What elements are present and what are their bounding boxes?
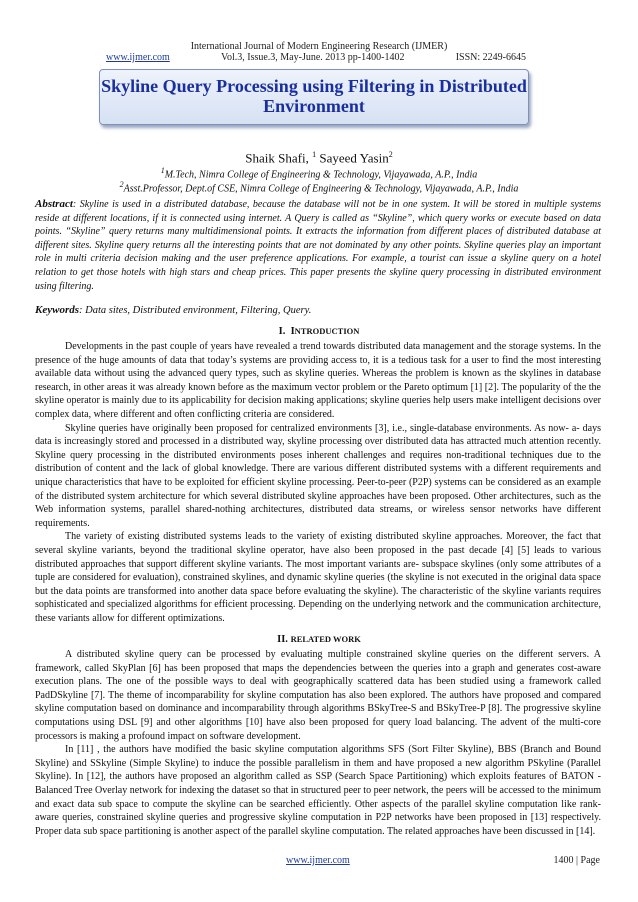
author-names xyxy=(0,150,638,166)
section-2-paragraph: In [11] , the authors have modified the basic skyline computation algorithms SFS (Sort Filter Skyline), BBS (Branch and Bound Skyline) and SSkyline (Simple Skyline) to induce the possible parallelism in them and have proposed a new algorithm PSkyline (Parallel Skyline). In [12], the authors have proposed an algorithm called as SSP (Search Space Partitioning) which exploits features of BATON -Balanced Tree Overlay network for indexing the dataset so that in structured peer to peer network, the peers will be accessed to the minimum and exact data sub space to compute the skyline can be searched efficiently. Other aspects of the parallel skyline computation like rank-aware queries, constrained skyline queries and progressive skyline computation in P2P networks have been proposed in [13] respectively. Proper data sub space partitioning is another aspect of the parallel skyline computation. The related approaches have been discussed in [14]. xyxy=(35,744,601,837)
abstract-text: : Skyline is used in a distributed database, because the database will not be in one system. It will be stored in multiple systems reside at different locations, if it is connected using internet. A Query is called as “Skyline”, which query works or execute based on data points. “Skyline” query returns many multidimensional points. It extracts the information from different places of distributed database at different sites. Skyline query returns all the interesting points that are not dominated by any other points. Skyline queries play an important role in multi criteria decision making and the user preference applications. For example, a tourist can issue a skyline query on a hotel relation to get those hotels with high stars and cheap prices. This paper presents the skyline query processing in distributed environment using filtering. xyxy=(35,199,601,292)
author-2-sup: 2 xyxy=(388,150,393,159)
aff2-sup: 2 xyxy=(119,180,124,189)
footer-website-link[interactable]: www.ijmer.com xyxy=(286,855,350,866)
aff1-text: M.Tech, Nimra College of Engineering & Technology, Vijayawada, A.P., India xyxy=(164,169,478,181)
abstract xyxy=(35,198,601,293)
author-2: Sayeed Yasin xyxy=(316,150,389,166)
section-2-number: II. xyxy=(277,634,288,645)
section-1-number: I. xyxy=(278,326,286,337)
section-2-title: RELATED WORK xyxy=(290,634,361,644)
page-number: 1400 | Page xyxy=(553,855,600,866)
section-1-paragraph: Developments in the past couple of years have revealed a trend towards distributed data management and the storage systems. In the presence of the huge amounts of data that today’s systems are providing access to, it is a tedious task for a user to find the most interesting available data without using the advanced query types, such as skyline queries. Whereas the problem is known as the skylines in database research, in other areas it was already known before as the maximum vector problem or the Pareto optimum [1] [2]. The popularity of the the skyline operator is mainly due to its applicability for decision making applications; skyline queries help users make intelligent decisions over complex data, where different and often conflicting criteria are considered. xyxy=(35,341,601,420)
keywords-label: Keywords xyxy=(35,304,79,316)
paper-title-line2: Environment xyxy=(263,96,365,116)
author-1: Shaik Shafi, xyxy=(245,150,313,166)
journal-meta xyxy=(106,52,526,63)
keywords-text: : Data sites, Distributed environment, Filtering, Query. xyxy=(79,305,312,316)
abstract-label: Abstract xyxy=(35,198,73,210)
journal-website-link[interactable]: www.ijmer.com xyxy=(106,52,170,63)
section-1-title-rest: NTRODUCTION xyxy=(294,326,360,336)
keywords xyxy=(35,304,601,316)
section-2-paragraph: A distributed skyline query can be processed by evaluating multiple constrained skyline queries on the different servers. A framework, called SkyPlan [6] has been proposed that maps the dependencies between the queries into a graph and generates cost-aware execution plans. The one of the possible ways to deal with geographically scattered data has been studied using a framework called PadDSkyline [7]. The theme of incomparability for skyline computation has also been explored. The authors have proposed and compared skyline computation based on dominance and incomparability through algorithms BSkyTree-S and BSkyTree-P [8]. The progressive skyline computations using DSL [9] and other algorithms [10] have also been proposed for query load balancing. The advent of the multi-core processors is making a profound impact on software development. xyxy=(35,649,601,742)
section-1-heading xyxy=(0,326,638,337)
section-2-heading xyxy=(0,634,638,645)
affiliation-2 xyxy=(0,180,638,194)
journal-name: International Journal of Modern Engineering Research (IJMER) xyxy=(190,41,448,52)
title-banner xyxy=(99,69,529,125)
section-2-body xyxy=(35,648,601,838)
issn-info: ISSN: 2249-6645 xyxy=(455,52,526,63)
section-1-paragraph: Skyline queries have originally been proposed for centralized environments [3], i.e., single-database environments. As now- a- days data is increasingly stored and processed in a distributed way, skyline processing over distributed data has attracted much attention recently. Skyline query processing in the distributed environments poses inherent challenges and requires non-traditional techniques due to the distribution of content and the lack of global knowledge. There are various different distributed systems with a different requirements and unique characteristics that have to be exploited for efficient skyline processing. Peer-to-peer (P2P) systems can be considered as an example of the distributed system architecture for which several distributed skyline approaches have been proposed. Other architectures, such as the Web information systems, parallel shared-nothing architectures, distributed data streams, or wireless sensor networks have different requirements. xyxy=(35,422,601,529)
section-1-paragraph: The variety of existing distributed systems leads to the variety of existing distributed skyline approaches. Moreover, the fact that several skyline variants, beyond the traditional skyline operator, have also been proposed in the past decade [4] [5] leads to various distributed approaches that support different skyline variants. The most important variants are- subspace skylines (only some attributes of a tuple are considered for evaluation), constrained skylines, and dynamic skyline queries (the skyline is not executed in the original data space but the data points are transformed into another data space before evaluating the skyline). The characteristic of the skyline variants requires sophisticated and specialized algorithms for efficient processing. Depending on the underlying network and the communication architecture, these variants allow for different optimizations. xyxy=(35,531,601,624)
aff2-text: Asst.Professor, Dept.of CSE, Nimra College of Engineering & Technology, Vijayawada, A.P., India xyxy=(123,183,519,195)
affiliation-1 xyxy=(0,166,638,180)
volume-info: Vol.3, Issue.3, May-June. 2013 pp-1400-1402 xyxy=(221,52,405,63)
section-1-body xyxy=(35,340,601,625)
section-1-title-first: I xyxy=(290,326,295,337)
author-1-sup: 1 xyxy=(312,150,317,159)
aff1-sup: 1 xyxy=(160,166,165,175)
paper-title-line1: Skyline Query Processing using Filtering in Distributed xyxy=(101,76,527,96)
